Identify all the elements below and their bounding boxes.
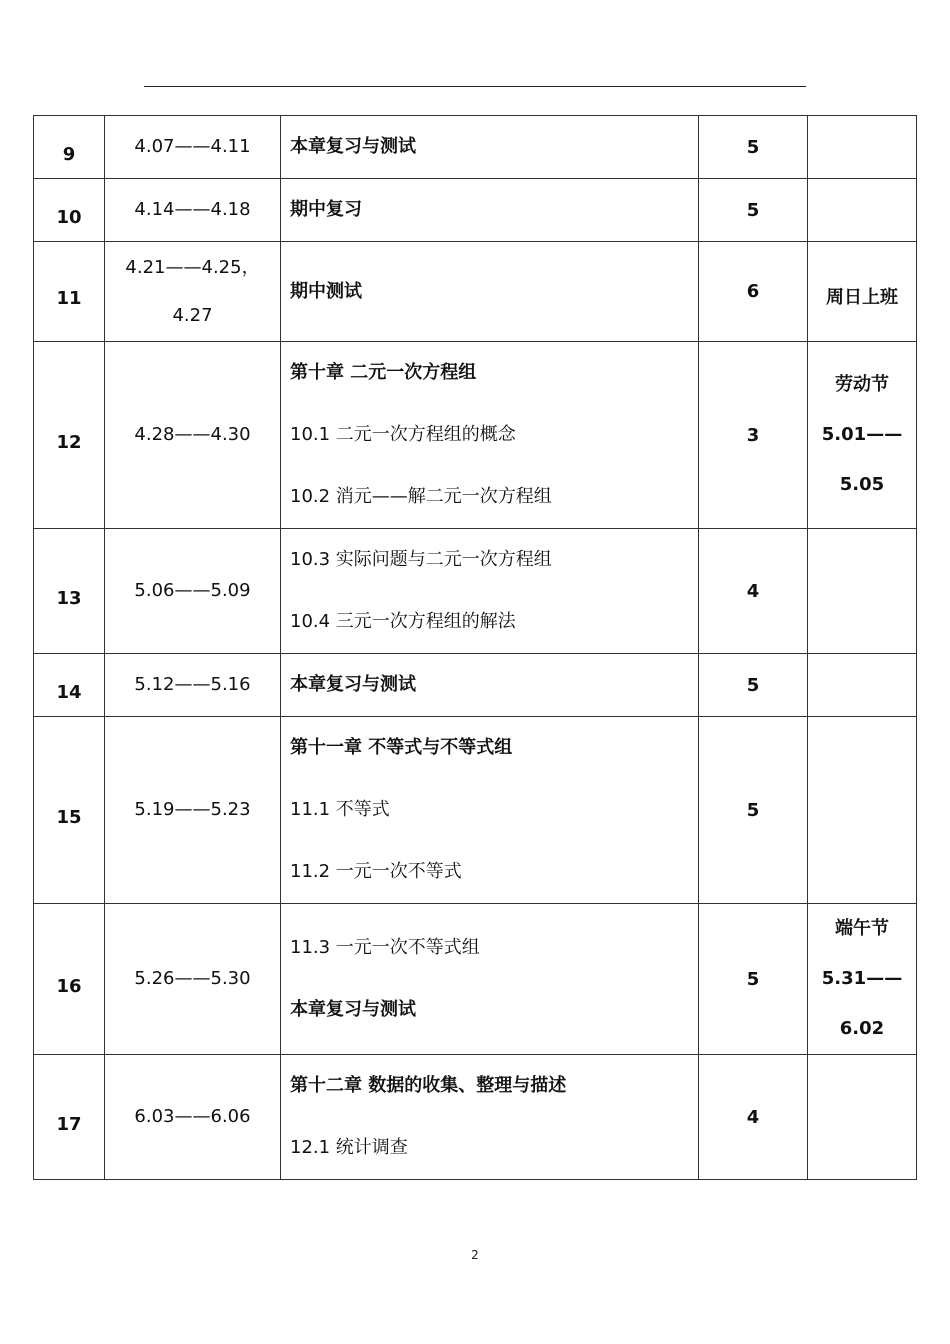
note-cell	[808, 654, 917, 717]
date-range: 6.03——6.06	[134, 1106, 251, 1127]
hours-cell: 5	[699, 116, 808, 179]
date-cell	[105, 654, 281, 717]
week-cell: 15	[34, 717, 105, 904]
chapter-heading: 第十章 二元一次方程组	[290, 362, 477, 383]
hours-cell: 3	[699, 342, 808, 529]
date-range: 5.12——5.16	[134, 674, 251, 695]
date-range: 5.19——5.23	[134, 799, 251, 820]
table-row	[34, 529, 917, 654]
schedule-table	[33, 115, 917, 1180]
chapter-heading: 第十一章 不等式与不等式组	[290, 737, 513, 758]
section-item: 11.2 一元一次不等式	[290, 861, 462, 882]
note-cell	[808, 717, 917, 904]
week-cell: 14	[34, 654, 105, 717]
content-cell	[281, 529, 699, 654]
section-item: 10.2 消元——解二元一次方程组	[290, 486, 552, 507]
hours-cell: 4	[699, 1055, 808, 1180]
note-text: 端午节	[835, 918, 889, 939]
date-cell	[105, 342, 281, 529]
week-cell: 16	[34, 904, 105, 1055]
note-text: 5.01——	[821, 424, 903, 445]
content-cell	[281, 904, 699, 1055]
note-cell	[808, 342, 917, 529]
note-text: 6.02	[839, 1018, 885, 1039]
note-cell	[808, 904, 917, 1055]
note-text: 劳动节	[835, 374, 889, 395]
hours-cell: 5	[699, 904, 808, 1055]
week-cell: 10	[34, 179, 105, 242]
section-item: 10.3 实际问题与二元一次方程组	[290, 549, 552, 570]
table-row	[34, 242, 917, 342]
date-range: 4.27	[172, 304, 213, 326]
page-number: 2	[471, 1248, 479, 1262]
week-cell: 12	[34, 342, 105, 529]
date-range: 4.14——4.18	[134, 199, 251, 220]
table-row	[34, 654, 917, 717]
date-cell	[105, 529, 281, 654]
note-cell	[808, 242, 917, 342]
section-item: 11.3 一元一次不等式组	[290, 937, 480, 958]
week-cell: 9	[34, 116, 105, 179]
date-range: 5.26——5.30	[134, 968, 251, 989]
date-cell	[105, 1055, 281, 1180]
note-cell	[808, 1055, 917, 1180]
header-rule	[144, 86, 806, 87]
table-row	[34, 342, 917, 529]
table-row	[34, 1055, 917, 1180]
content-cell	[281, 654, 699, 717]
date-range: 4.21——4.25，	[125, 256, 260, 278]
table-row	[34, 179, 917, 242]
content-cell	[281, 242, 699, 342]
content-cell	[281, 1055, 699, 1180]
date-cell	[105, 242, 281, 342]
chapter-heading: 期中测试	[290, 280, 362, 302]
note-text: 周日上班	[826, 286, 898, 308]
week-cell: 17	[34, 1055, 105, 1180]
chapter-heading: 本章复习与测试	[290, 674, 416, 695]
hours-cell: 5	[699, 717, 808, 904]
section-item: 10.4 三元一次方程组的解法	[290, 611, 516, 632]
week-cell: 11	[34, 242, 105, 342]
date-range: 4.07——4.11	[134, 136, 251, 157]
chapter-heading: 本章复习与测试	[290, 136, 416, 157]
section-item: 11.1 不等式	[290, 799, 390, 820]
content-cell	[281, 342, 699, 529]
chapter-heading: 第十二章 数据的收集、整理与描述	[290, 1075, 567, 1096]
hours-cell: 4	[699, 529, 808, 654]
schedule-body	[34, 116, 917, 1180]
hours-cell: 5	[699, 179, 808, 242]
content-cell	[281, 116, 699, 179]
content-cell	[281, 717, 699, 904]
date-cell	[105, 179, 281, 242]
date-cell	[105, 116, 281, 179]
chapter-heading: 期中复习	[290, 199, 362, 220]
date-range: 5.06——5.09	[134, 580, 251, 601]
content-cell	[281, 179, 699, 242]
table-row	[34, 904, 917, 1055]
note-cell	[808, 179, 917, 242]
date-cell	[105, 717, 281, 904]
date-range: 4.28——4.30	[134, 424, 251, 445]
section-item: 12.1 统计调查	[290, 1137, 408, 1158]
note-text: 5.05	[839, 474, 885, 495]
chapter-heading: 本章复习与测试	[290, 999, 416, 1020]
table-row	[34, 717, 917, 904]
hours-cell: 6	[699, 242, 808, 342]
date-cell	[105, 904, 281, 1055]
week-cell: 13	[34, 529, 105, 654]
note-cell	[808, 116, 917, 179]
note-cell	[808, 529, 917, 654]
section-item: 10.1 二元一次方程组的概念	[290, 424, 516, 445]
note-text: 5.31——	[821, 968, 903, 989]
hours-cell: 5	[699, 654, 808, 717]
table-row	[34, 116, 917, 179]
